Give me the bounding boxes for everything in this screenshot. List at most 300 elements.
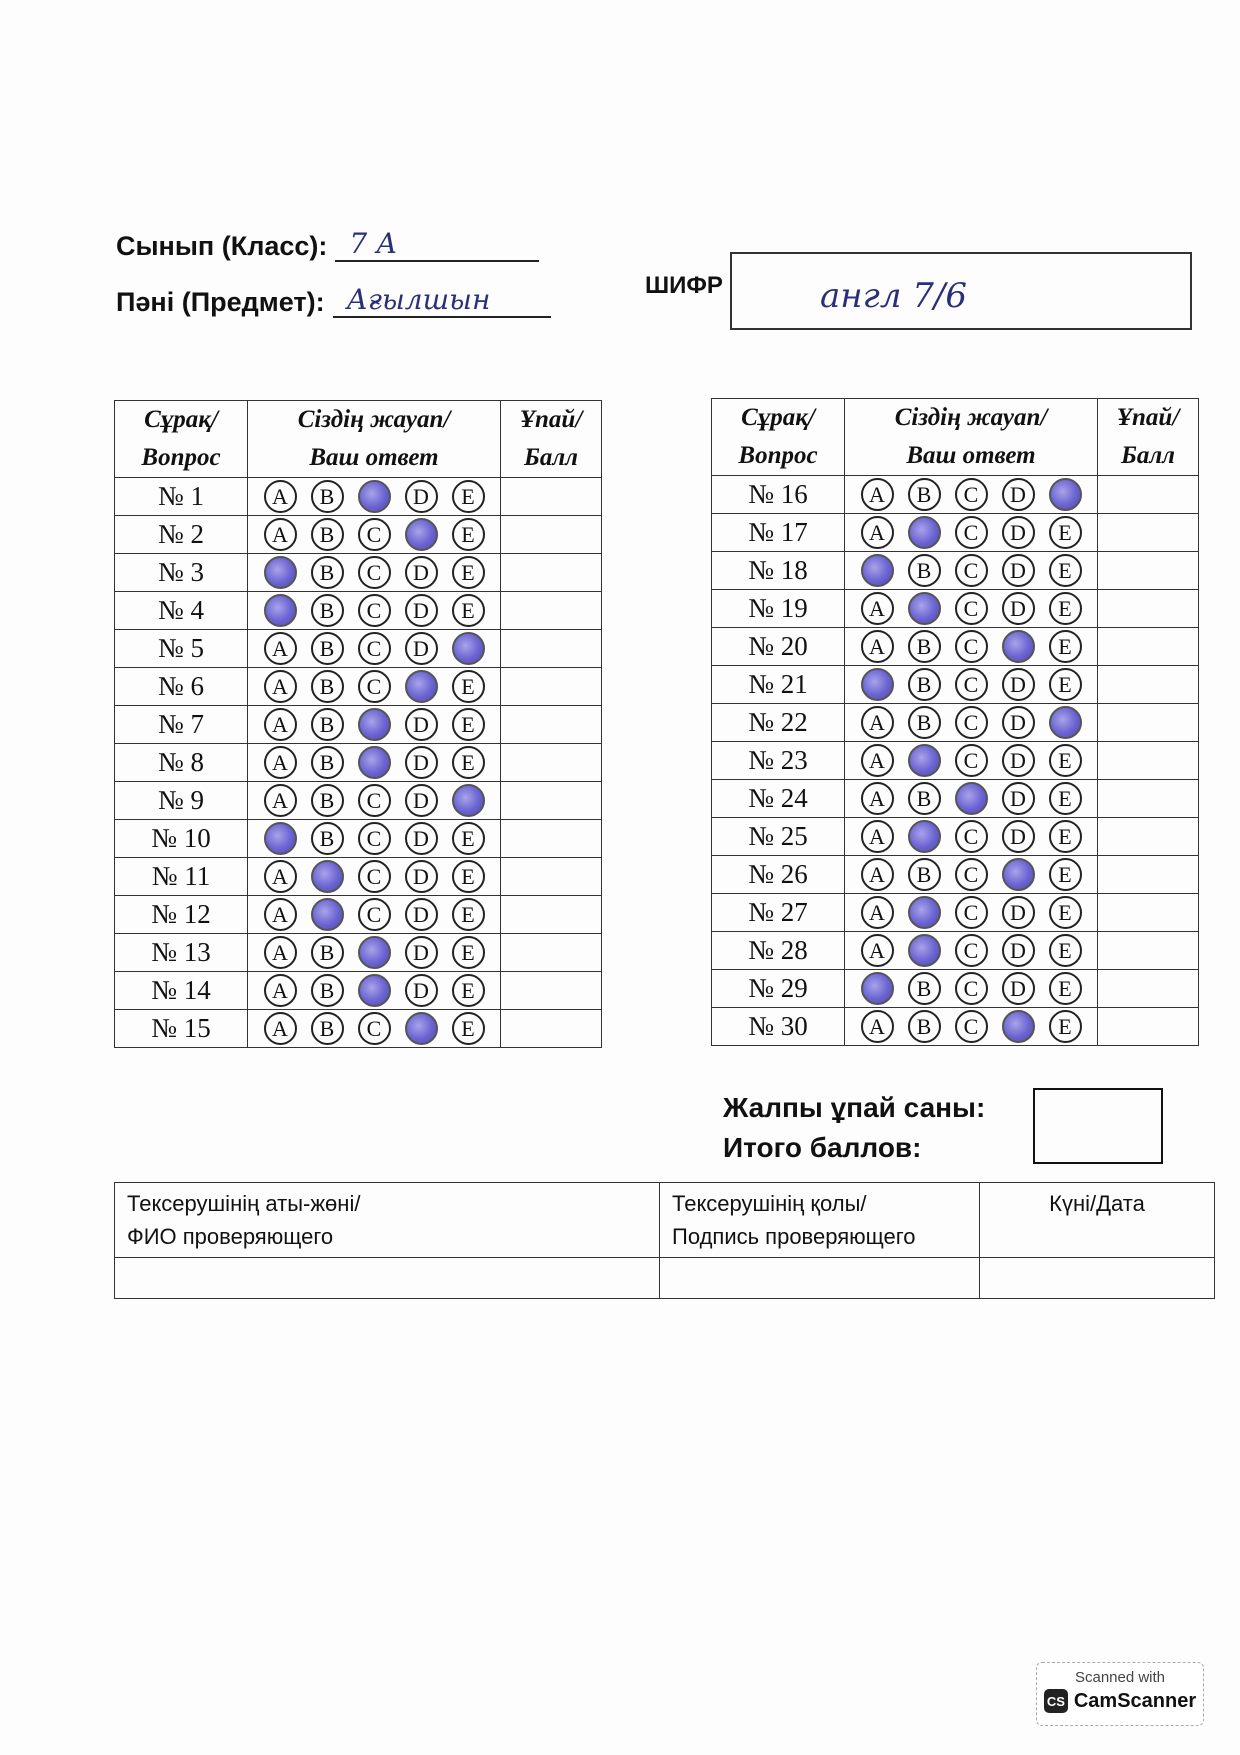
col-question-kz: Сұрақ/ [144, 406, 218, 433]
score-cell[interactable] [501, 972, 602, 1010]
option-bubble-b[interactable]: B [908, 554, 941, 587]
option-bubble-e[interactable]: E [452, 1012, 485, 1045]
option-bubble-c[interactable]: C [955, 516, 988, 549]
option-bubble-d[interactable]: D [405, 708, 438, 741]
option-bubble-d[interactable] [405, 1012, 438, 1045]
answer-table-right [711, 398, 1199, 1046]
option-bubble-c[interactable] [358, 746, 391, 779]
question-number: № 24 [712, 780, 845, 818]
option-bubble-e[interactable]: E [452, 708, 485, 741]
question-number: № 2 [115, 516, 248, 554]
question-number: № 3 [115, 554, 248, 592]
score-cell[interactable] [1098, 666, 1199, 704]
answer-options [845, 704, 1098, 742]
answer-rows-right [712, 476, 1199, 1046]
option-group [845, 706, 1097, 739]
subject-field [333, 282, 551, 318]
col-score-kz: Ұпай/ [1116, 404, 1180, 431]
option-bubble-e[interactable] [452, 784, 485, 817]
option-bubble-e[interactable]: E [1049, 1010, 1082, 1043]
score-cell[interactable] [1098, 742, 1199, 780]
checker-header-row [115, 1183, 1215, 1258]
option-bubble-a[interactable]: A [861, 858, 894, 891]
option-group [248, 822, 500, 855]
option-bubble-b[interactable] [908, 592, 941, 625]
table-row [115, 934, 602, 972]
col-score-header [1098, 399, 1199, 476]
option-bubble-a[interactable]: A [264, 974, 297, 1007]
checker-name-ru: ФИО проверяющего [127, 1224, 334, 1249]
option-bubble-d[interactable]: D [405, 974, 438, 1007]
table-row [115, 516, 602, 554]
answer-options [248, 1010, 501, 1048]
option-group [248, 670, 500, 703]
score-cell[interactable] [501, 744, 602, 782]
question-number: № 8 [115, 744, 248, 782]
option-group [845, 630, 1097, 663]
subject-row [116, 282, 551, 318]
score-cell[interactable] [1098, 894, 1199, 932]
option-group [845, 554, 1097, 587]
answer-options [248, 934, 501, 972]
option-bubble-d[interactable]: D [1002, 820, 1035, 853]
col-answer-ru: Ваш ответ [309, 444, 439, 471]
option-bubble-e[interactable]: E [1049, 668, 1082, 701]
option-bubble-a[interactable]: A [264, 936, 297, 969]
option-group [845, 782, 1097, 815]
col-question-ru: Вопрос [738, 442, 818, 469]
col-score-ru: Балл [523, 444, 579, 471]
answer-options [845, 552, 1098, 590]
option-bubble-c[interactable]: C [358, 632, 391, 665]
option-bubble-d[interactable]: D [1002, 516, 1035, 549]
option-bubble-c[interactable] [358, 480, 391, 513]
option-bubble-b[interactable]: B [908, 1010, 941, 1043]
option-bubble-b[interactable]: B [908, 668, 941, 701]
score-cell[interactable] [1098, 628, 1199, 666]
option-bubble-d[interactable] [1002, 858, 1035, 891]
answer-options [248, 744, 501, 782]
question-number: № 29 [712, 970, 845, 1008]
option-bubble-e[interactable]: E [1049, 630, 1082, 663]
table-row [712, 894, 1199, 932]
camscanner-logo-icon: CS [1044, 1689, 1068, 1713]
answer-options [248, 554, 501, 592]
answer-options [845, 856, 1098, 894]
checker-sign-ru: Подпись проверяющего [672, 1224, 916, 1249]
option-bubble-c[interactable]: C [955, 858, 988, 891]
table-row [712, 970, 1199, 1008]
option-bubble-e[interactable]: E [452, 860, 485, 893]
option-bubble-b[interactable]: B [311, 670, 344, 703]
option-bubble-b[interactable]: B [311, 594, 344, 627]
checker-table [114, 1182, 1215, 1299]
question-number: № 21 [712, 666, 845, 704]
option-bubble-c[interactable] [955, 782, 988, 815]
answer-options [248, 630, 501, 668]
table-row [712, 628, 1199, 666]
option-bubble-d[interactable]: D [1002, 478, 1035, 511]
table-row [115, 972, 602, 1010]
option-bubble-a[interactable]: A [861, 782, 894, 815]
option-bubble-b[interactable]: B [311, 746, 344, 779]
col-answer-kz: Сіздің жауап/ [894, 404, 1048, 431]
answer-options [248, 896, 501, 934]
option-bubble-b[interactable] [908, 516, 941, 549]
option-bubble-c[interactable]: C [955, 630, 988, 663]
option-bubble-e[interactable]: E [1049, 516, 1082, 549]
option-bubble-c[interactable]: C [358, 594, 391, 627]
option-group [845, 858, 1097, 891]
option-bubble-a[interactable]: A [861, 706, 894, 739]
question-number: № 5 [115, 630, 248, 668]
option-group [248, 518, 500, 551]
option-bubble-c[interactable]: C [955, 1010, 988, 1043]
option-bubble-d[interactable]: D [1002, 554, 1035, 587]
total-score-box[interactable] [1033, 1088, 1163, 1164]
option-bubble-e[interactable]: E [1049, 554, 1082, 587]
option-bubble-a[interactable] [264, 556, 297, 589]
option-bubble-b[interactable]: B [908, 858, 941, 891]
answer-options [248, 858, 501, 896]
checker-sign-cell[interactable] [660, 1258, 980, 1299]
option-bubble-b[interactable] [908, 896, 941, 929]
option-bubble-e[interactable]: E [452, 746, 485, 779]
score-cell[interactable] [1098, 970, 1199, 1008]
option-group [845, 820, 1097, 853]
option-bubble-d[interactable]: D [1002, 934, 1035, 967]
table-row [712, 704, 1199, 742]
question-number: № 22 [712, 704, 845, 742]
table-row [712, 742, 1199, 780]
score-cell[interactable] [1098, 704, 1199, 742]
option-bubble-b[interactable]: B [908, 782, 941, 815]
option-bubble-a[interactable]: A [861, 592, 894, 625]
score-cell[interactable] [501, 896, 602, 934]
option-bubble-c[interactable]: C [955, 706, 988, 739]
score-cell[interactable] [501, 668, 602, 706]
option-group [248, 556, 500, 589]
col-score-kz: Ұпай/ [519, 406, 583, 433]
score-cell[interactable] [501, 630, 602, 668]
option-bubble-a[interactable]: A [264, 708, 297, 741]
option-bubble-e[interactable] [452, 632, 485, 665]
table-row [115, 896, 602, 934]
code-box [730, 252, 1192, 330]
option-bubble-b[interactable] [908, 744, 941, 777]
option-bubble-a[interactable]: A [861, 478, 894, 511]
option-bubble-a[interactable]: A [264, 746, 297, 779]
option-bubble-e[interactable]: E [452, 670, 485, 703]
option-bubble-d[interactable]: D [405, 594, 438, 627]
option-bubble-e[interactable]: E [1049, 896, 1082, 929]
option-group [248, 480, 500, 513]
date-label: Күні/Дата [1049, 1191, 1145, 1216]
option-bubble-d[interactable] [1002, 630, 1035, 663]
table-header [712, 399, 1199, 476]
table-header [115, 401, 602, 478]
class-label: Сынып (Класс): [116, 231, 328, 261]
question-number: № 14 [115, 972, 248, 1010]
option-bubble-c[interactable]: C [358, 670, 391, 703]
table-row [712, 856, 1199, 894]
option-bubble-a[interactable]: A [861, 934, 894, 967]
option-bubble-b[interactable]: B [311, 518, 344, 551]
option-bubble-c[interactable] [358, 974, 391, 1007]
option-bubble-a[interactable] [264, 822, 297, 855]
col-answer-kz: Сіздің жауап/ [297, 406, 451, 433]
option-bubble-b[interactable] [908, 820, 941, 853]
option-bubble-c[interactable]: C [358, 784, 391, 817]
table-row [115, 668, 602, 706]
score-cell[interactable] [1098, 552, 1199, 590]
score-cell[interactable] [501, 706, 602, 744]
answer-options [248, 478, 501, 516]
score-cell[interactable] [501, 478, 602, 516]
option-bubble-e[interactable]: E [1049, 934, 1082, 967]
option-bubble-a[interactable]: A [861, 896, 894, 929]
option-bubble-a[interactable]: A [264, 1012, 297, 1045]
option-bubble-b[interactable]: B [908, 972, 941, 1005]
option-bubble-a[interactable]: A [861, 820, 894, 853]
option-bubble-c[interactable]: C [955, 668, 988, 701]
option-bubble-b[interactable]: B [311, 632, 344, 665]
table-row [115, 592, 602, 630]
option-bubble-e[interactable]: E [452, 936, 485, 969]
subject-value: Ағылшын [346, 283, 491, 316]
col-score-header [501, 401, 602, 478]
score-cell[interactable] [501, 858, 602, 896]
option-bubble-d[interactable]: D [405, 746, 438, 779]
answer-options [845, 1008, 1098, 1046]
col-answer-ru: Ваш ответ [906, 442, 1036, 469]
question-number: № 28 [712, 932, 845, 970]
option-bubble-d[interactable]: D [1002, 592, 1035, 625]
answer-options [845, 514, 1098, 552]
option-bubble-e[interactable]: E [1049, 972, 1082, 1005]
score-cell[interactable] [1098, 818, 1199, 856]
option-bubble-a[interactable] [861, 668, 894, 701]
option-bubble-d[interactable]: D [405, 784, 438, 817]
option-bubble-a[interactable]: A [264, 632, 297, 665]
score-cell[interactable] [501, 554, 602, 592]
option-bubble-b[interactable]: B [311, 556, 344, 589]
score-cell[interactable] [501, 1010, 602, 1048]
table-row [115, 782, 602, 820]
option-bubble-d[interactable]: D [1002, 744, 1035, 777]
score-cell[interactable] [1098, 932, 1199, 970]
option-bubble-d[interactable]: D [405, 936, 438, 969]
table-row [712, 818, 1199, 856]
option-bubble-e[interactable]: E [452, 480, 485, 513]
date-cell[interactable] [980, 1258, 1215, 1299]
score-cell[interactable] [501, 516, 602, 554]
option-bubble-a[interactable]: A [861, 516, 894, 549]
table-row [712, 552, 1199, 590]
option-bubble-a[interactable]: A [264, 670, 297, 703]
option-bubble-c[interactable]: C [358, 822, 391, 855]
option-bubble-d[interactable]: D [405, 822, 438, 855]
option-bubble-a[interactable]: A [264, 860, 297, 893]
score-cell[interactable] [1098, 1008, 1199, 1046]
score-cell[interactable] [501, 782, 602, 820]
option-bubble-e[interactable]: E [452, 594, 485, 627]
checker-sign-header [660, 1183, 980, 1258]
option-bubble-e[interactable]: E [1049, 782, 1082, 815]
option-bubble-c[interactable]: C [955, 896, 988, 929]
option-bubble-d[interactable]: D [1002, 782, 1035, 815]
option-bubble-d[interactable]: D [405, 632, 438, 665]
option-bubble-c[interactable]: C [955, 554, 988, 587]
camscanner-name: CamScanner [1073, 1689, 1197, 1712]
score-cell[interactable] [501, 934, 602, 972]
total-label-kz: Жалпы ұпай саны: [723, 1092, 986, 1123]
answer-options [248, 516, 501, 554]
option-bubble-c[interactable]: C [358, 556, 391, 589]
table-row [712, 590, 1199, 628]
question-number: № 30 [712, 1008, 845, 1046]
option-bubble-c[interactable]: C [358, 518, 391, 551]
option-bubble-c[interactable] [358, 936, 391, 969]
question-number: № 19 [712, 590, 845, 628]
option-bubble-b[interactable]: B [908, 706, 941, 739]
option-bubble-d[interactable]: D [1002, 896, 1035, 929]
col-answer-header [845, 399, 1098, 476]
option-bubble-a[interactable]: A [264, 480, 297, 513]
option-bubble-e[interactable]: E [452, 898, 485, 931]
option-bubble-e[interactable]: E [452, 556, 485, 589]
camscanner-watermark [1036, 1662, 1204, 1726]
score-cell[interactable] [1098, 476, 1199, 514]
option-bubble-b[interactable]: B [311, 480, 344, 513]
option-group [845, 516, 1097, 549]
option-bubble-b[interactable]: B [311, 974, 344, 1007]
option-bubble-d[interactable]: D [405, 556, 438, 589]
option-bubble-e[interactable]: E [452, 518, 485, 551]
option-bubble-c[interactable]: C [358, 860, 391, 893]
option-bubble-c[interactable]: C [955, 478, 988, 511]
col-question-kz: Сұрақ/ [741, 404, 815, 431]
option-bubble-d[interactable] [1002, 1010, 1035, 1043]
option-bubble-b[interactable] [311, 898, 344, 931]
option-bubble-d[interactable]: D [1002, 972, 1035, 1005]
option-bubble-c[interactable]: C [955, 972, 988, 1005]
table-row [115, 1010, 602, 1048]
col-question-ru: Вопрос [141, 444, 221, 471]
table-row [712, 666, 1199, 704]
option-bubble-b[interactable]: B [311, 708, 344, 741]
option-bubble-d[interactable]: D [405, 480, 438, 513]
option-bubble-e[interactable]: E [1049, 744, 1082, 777]
option-group [845, 1010, 1097, 1043]
option-bubble-e[interactable]: E [452, 822, 485, 855]
checker-name-cell[interactable] [115, 1258, 660, 1299]
option-bubble-c[interactable]: C [955, 744, 988, 777]
option-bubble-c[interactable]: C [358, 898, 391, 931]
option-bubble-a[interactable]: A [861, 744, 894, 777]
option-bubble-b[interactable]: B [311, 822, 344, 855]
answer-rows-left [115, 478, 602, 1048]
option-bubble-a[interactable]: A [861, 1010, 894, 1043]
table-row [712, 476, 1199, 514]
option-bubble-c[interactable]: C [955, 934, 988, 967]
col-answer-header [248, 401, 501, 478]
table-row [712, 514, 1199, 552]
option-bubble-a[interactable]: A [264, 898, 297, 931]
option-bubble-d[interactable]: D [405, 898, 438, 931]
option-bubble-e[interactable] [1049, 478, 1082, 511]
option-bubble-b[interactable]: B [311, 784, 344, 817]
option-bubble-b[interactable]: B [908, 478, 941, 511]
option-bubble-d[interactable]: D [405, 860, 438, 893]
answer-options [845, 476, 1098, 514]
option-bubble-e[interactable]: E [1049, 592, 1082, 625]
class-row [116, 226, 539, 262]
code-label: ШИФР [645, 272, 723, 299]
option-bubble-a[interactable]: A [861, 630, 894, 663]
option-bubble-b[interactable] [311, 860, 344, 893]
question-number: № 10 [115, 820, 248, 858]
option-bubble-e[interactable]: E [1049, 820, 1082, 853]
col-score-ru: Балл [1120, 442, 1176, 469]
option-bubble-a[interactable]: A [264, 518, 297, 551]
table-row [115, 858, 602, 896]
option-bubble-b[interactable]: B [908, 630, 941, 663]
option-bubble-d[interactable] [405, 670, 438, 703]
option-group [845, 478, 1097, 511]
score-cell[interactable] [501, 820, 602, 858]
table-row [115, 478, 602, 516]
option-group [248, 898, 500, 931]
question-number: № 11 [115, 858, 248, 896]
option-group [248, 708, 500, 741]
option-bubble-d[interactable] [405, 518, 438, 551]
option-bubble-d[interactable]: D [1002, 668, 1035, 701]
answer-table-left [114, 400, 602, 1048]
score-cell[interactable] [501, 592, 602, 630]
score-cell[interactable] [1098, 514, 1199, 552]
score-cell[interactable] [1098, 856, 1199, 894]
question-number: № 12 [115, 896, 248, 934]
table-row [712, 1008, 1199, 1046]
option-bubble-c[interactable]: C [955, 820, 988, 853]
score-cell[interactable] [1098, 590, 1199, 628]
option-bubble-b[interactable]: B [311, 936, 344, 969]
option-bubble-d[interactable]: D [1002, 706, 1035, 739]
option-bubble-e[interactable]: E [452, 974, 485, 1007]
answer-options [845, 932, 1098, 970]
option-bubble-a[interactable] [861, 972, 894, 1005]
score-cell[interactable] [1098, 780, 1199, 818]
option-group [248, 974, 500, 1007]
question-number: № 13 [115, 934, 248, 972]
option-bubble-b[interactable] [908, 934, 941, 967]
option-bubble-a[interactable] [264, 594, 297, 627]
option-bubble-b[interactable]: B [311, 1012, 344, 1045]
answer-options [248, 592, 501, 630]
option-bubble-e[interactable] [1049, 706, 1082, 739]
option-bubble-e[interactable]: E [1049, 858, 1082, 891]
option-bubble-a[interactable] [861, 554, 894, 587]
answer-options [248, 706, 501, 744]
option-bubble-a[interactable]: A [264, 784, 297, 817]
option-group [248, 936, 500, 969]
option-bubble-c[interactable] [358, 708, 391, 741]
question-number: № 7 [115, 706, 248, 744]
answer-options [845, 628, 1098, 666]
option-bubble-c[interactable]: C [358, 1012, 391, 1045]
option-bubble-c[interactable]: C [955, 592, 988, 625]
